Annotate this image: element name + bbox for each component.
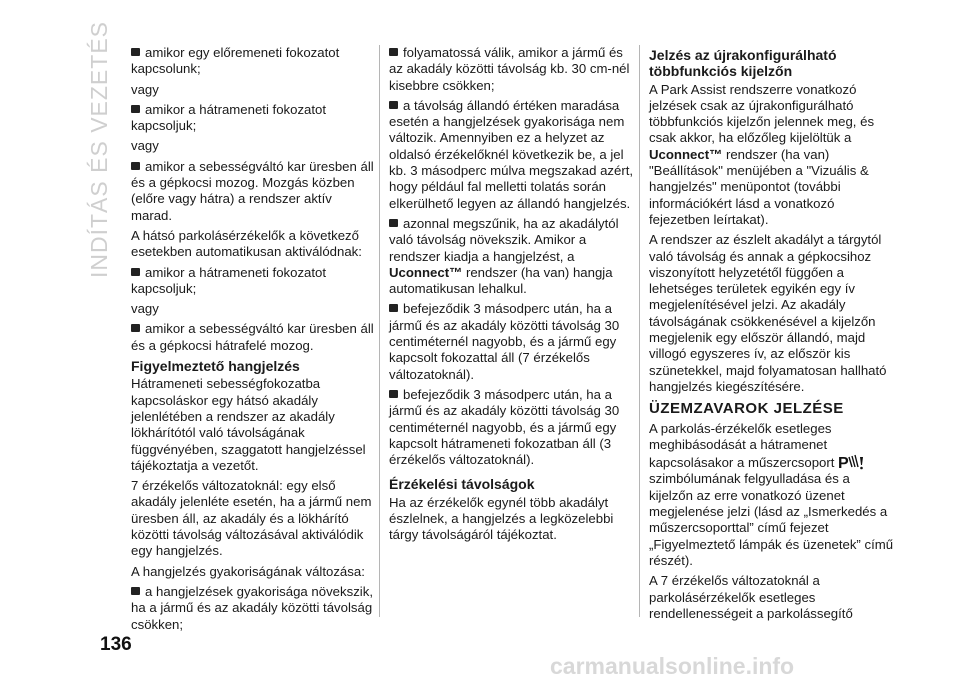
paragraph: Hátrameneti sebességfokozatba kapcsoláskor egy hátsó akadály jelenlétében a rendszer az akadály lökhárítótól való távolságának függvényében, szaggatott hangjelzéssel tájékoztatja a vezetőt. [131,376,366,473]
bullet-item: amikor a sebességváltó kar üresben áll és a gépkocsi mozog. Mozgás közben (előre vagy hátra) a rendszer aktív marad. [131,158,374,223]
section-heading: Figyelmeztető hangjelzés [131,358,300,375]
bullet-item: a távolság állandó értéken maradása esetén a hangjelzések gyakorisága nem változik. Amennyiben ez a helyzet az oldalsó érzékelőknél következik be, a jel kb. 3 másodperc múlva megszakad azért, hogy például fal melletti tolatás során elkerülhető legyen az állandó hangjelzés. [389,97,634,211]
bullet-item: amikor a hátrameneti fokozatot kapcsoljuk; [131,264,327,296]
square-bullet-icon [131,268,140,276]
section-heading: Jelzés az újrakonfigurálható többfunkciós kijelzőn [649,47,837,80]
watermark: carmanualsonline.info [550,653,795,679]
text-or: vagy [131,81,159,97]
bullet-item: folyamatossá válik, amikor a jármű és az akadály közötti távolság kb. 30 cm-nél kisebbre csökken; [389,45,630,93]
paragraph: A hátsó parkolásérzékelők a következő esetekben automatikusan aktiválódnak: [131,227,362,260]
column-2 [389,45,635,548]
bullet-item: amikor egy előremeneti fokozatot kapcsolunk; [131,45,340,77]
square-bullet-icon [389,219,398,227]
brand-name: Uconnect™ [649,146,723,162]
square-bullet-icon [131,48,140,56]
bullet-item: azonnal megszűnik, ha az akadálytól való távolság növekszik. Amikor a rendszer kiadja a hangjelzést, a Uconnect™ rendszer (ha van) hangja automatikusan lehalkul. [389,215,619,297]
square-bullet-icon [389,48,398,56]
bullet-item: befejeződik 3 másodperc után, ha a jármű és az akadály közötti távolság 30 centiméternél nagyobb, és a jármű egy kapcsolt hátrameneti fokozatban áll (3 érzékelős változatoknál). [389,386,620,468]
paragraph: A hangjelzés gyakoriságának változása: [131,563,365,579]
column-3 [649,45,897,626]
square-bullet-icon [131,587,140,595]
brand-name: Uconnect™ [389,264,463,280]
paragraph: Ha az érzékelők egynél több akadályt észlelnek, a hangjelzés a legközelebbi tárgy távolságáról tájékoztat. [389,494,614,543]
column-divider [639,45,640,617]
text-or: vagy [131,138,159,154]
section-heading: Érzékelési távolságok [389,476,535,493]
svg-text:P: P [838,455,849,472]
section-heading: ÜZEMZAVAROK JELZÉSE [649,400,844,418]
square-bullet-icon [131,105,140,113]
square-bullet-icon [131,162,140,170]
bullet-item: amikor a hátrameneti fokozatot kapcsoljuk; [131,101,327,134]
column-1 [131,45,375,637]
bullet-item: amikor a sebességváltó kar üresben áll és a gépkocsi hátrafelé mozog. [131,321,374,353]
bullet-item: a hangjelzések gyakorisága növekszik, ha a jármű és az akadály közötti távolság csökken; [131,583,373,632]
text-or: vagy [131,301,159,317]
paragraph: A parkolás-érzékelők esetleges meghibásodását a hátramenet kapcsolásakor a műszercsoport P szimbólumának felgyulladása és a kijelzőn az erre vonatkozó üzenet megjelenése jelzi (lásd az „Ismerkedés a műszercsoporttal” című fejezet „Figyelmeztető lámpák és üzenetek” című részét). [649,420,894,568]
paragraph: A rendszer az észlelt akadályt a tárgytól való távolság és annak a gépkocsihoz viszonyított helyzetétől függően a lehetséges területek egyikén egy ív megjelenítésével jelzi. Az akadály távolságának csökkenésével a kijelzőn megjelenik egy először állandó, majd villogó egyszeres ív, az először kis szünetekkel, majd folyamatosan hallható hangjelzés kiegészítésére. [649,232,887,394]
page-number: 136 [100,634,132,655]
square-bullet-icon [389,390,398,398]
bullet-item: befejeződik 3 másodperc után, ha a jármű és az akadály közötti távolság 30 centiméternél nagyobb, és a jármű egy kapcsolt fokozattal áll (7 érzékelős változatoknál). [389,301,620,382]
paragraph: A Park Assist rendszerre vonatkozó jelzések csak az újrakonfigurálható többfunkciós kijelzőn jelennek meg, és csak akkor, ha előzőleg kijelöltük a Uconnect™ rendszer (ha van) "Beállítások" menüjében a "Vizuális & hangjelzés" menüpontot (további információkért lásd a vonatkozó fejezetben leírtakat). [649,81,875,227]
square-bullet-icon [389,304,398,312]
square-bullet-icon [131,324,140,332]
paragraph: A 7 érzékelős változatoknál a parkolásérzékelők esetleges rendellenességeit a parkolássegítő [649,573,853,621]
parking-sensor-warning-icon [838,453,866,471]
column-divider [379,45,380,617]
square-bullet-icon [389,101,398,109]
paragraph: 7 érzékelős változatoknál: egy első akadály jelenléte esetén, ha a jármű nem üresben áll, az akadály és a lökhárító közötti távolság változásával aktiválódik egy hangjelzés. [131,478,372,559]
chapter-title-vertical: INDÍTÁS ÉS VEZETÉS [86,21,112,278]
